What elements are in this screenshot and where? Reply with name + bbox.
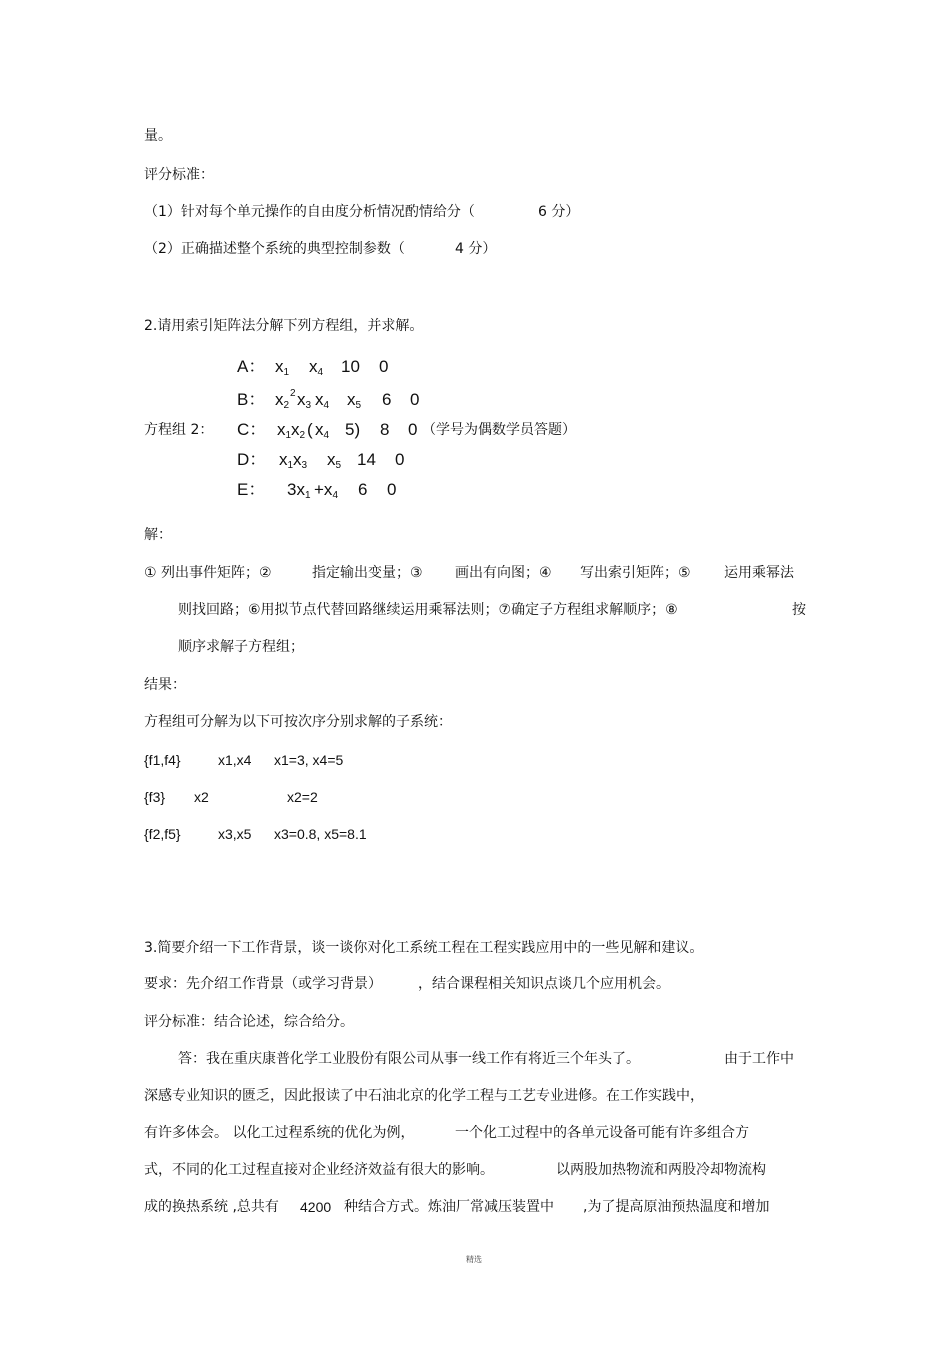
subscript: 3 <box>301 460 308 471</box>
subscript: 4 <box>317 367 324 378</box>
requirement-b: ，结合课程相关知识点谈几个应用机会。 <box>418 976 670 992</box>
steps-line-1c: 画出有向图；④ <box>455 565 552 581</box>
var: x <box>275 357 284 376</box>
var: x <box>275 390 284 409</box>
subscript: 5 <box>335 460 342 471</box>
equation-b-label: B： <box>237 390 266 409</box>
constant: 6 <box>382 390 392 409</box>
zero: 0 <box>387 480 397 499</box>
constant: 14 <box>357 450 376 469</box>
constant: 5) <box>345 420 361 439</box>
subscript: 1 <box>287 460 294 471</box>
equation-d <box>237 450 405 471</box>
answer-line-4a: 式，不同的化工过程直接对企业经济效益有很大的影响。 <box>144 1162 494 1178</box>
steps-line-3: 顺序求解子方程组； <box>178 639 304 655</box>
answer-line-1a: 答：我在重庆康普化学工业股份有限公司从事一线工作有将近三个年头了。 <box>178 1051 640 1067</box>
subsystem-1-values: x1=3, x4=5 <box>274 752 344 768</box>
steps-line-1b: 指定输出变量；③ <box>312 565 423 581</box>
var: +x <box>314 480 333 499</box>
subscript: 1 <box>285 430 292 441</box>
equation-note: （学号为偶数学员答题） <box>422 422 576 438</box>
question-3: 3.简要介绍一下工作背景，谈一谈你对化工系统工程在工程实践应用中的一些见解和建议。 <box>144 940 704 956</box>
equation-b <box>237 388 420 411</box>
subsystem-1-set: {f1,f4} <box>144 752 181 768</box>
answer-line-5d: ,为了提高原油预热温度和增加 <box>583 1199 770 1215</box>
constant: 6 <box>358 480 368 499</box>
subscript: 4 <box>332 490 338 501</box>
question-2: 2.请用索引矩阵法分解下列方程组，并求解。 <box>144 318 424 334</box>
subsystem-2-set: {f3} <box>144 789 166 805</box>
var: x <box>315 390 324 409</box>
equation-d-label: D： <box>237 450 267 469</box>
var: x <box>297 390 306 409</box>
grading-item-2-score: 4 分） <box>455 241 497 257</box>
subsystem-1-vars: x1,x4 <box>218 752 252 768</box>
page-footer: 精选 <box>466 1255 482 1264</box>
answer-line-3a: 有许多体会。 以化工过程系统的优化为例， <box>144 1125 415 1141</box>
grading-item-2: （2）正确描述整个系统的典型控制参数（ <box>144 241 405 257</box>
subscript: 2 <box>299 430 306 441</box>
steps-line-1a: ① 列出事件矩阵；② <box>144 565 272 581</box>
equation-group-label: 方程组 2： <box>144 422 214 438</box>
subsystem-3-set: {f2,f5} <box>144 826 181 842</box>
superscript: 2 <box>290 388 296 399</box>
subsystem-2-vars: x2 <box>194 789 209 805</box>
equation-e <box>237 480 397 501</box>
var: x <box>279 450 288 469</box>
subscript: 1 <box>304 490 311 501</box>
text-line: 量。 <box>144 128 172 144</box>
equation-a-label: A： <box>237 357 266 376</box>
equation-c <box>237 420 418 441</box>
subscript: 4 <box>323 430 330 441</box>
constant: 8 <box>380 420 390 439</box>
answer-line-2: 深感专业知识的匮乏，因此报读了中石油北京的化学工程与工艺专业进修。在工作实践中， <box>144 1088 704 1104</box>
var: x <box>277 420 286 439</box>
var: x <box>315 420 324 439</box>
steps-line-2a: 则找回路；⑥用拟节点代替回路继续运用乘幂法则；⑦确定子方程组求解顺序；⑧ <box>178 602 678 618</box>
answer-line-5-number: 4200 <box>300 1199 332 1215</box>
result-description: 方程组可分解为以下可按次序分别求解的子系统： <box>144 714 452 730</box>
answer-line-5a: 成的换热系统 ,总共有 <box>144 1199 279 1215</box>
answer-line-3b: 一个化工过程中的各单元设备可能有许多组合方 <box>455 1125 749 1141</box>
zero: 0 <box>410 390 420 409</box>
paren: ( <box>307 420 313 439</box>
answer-line-1b: 由于工作中 <box>724 1051 794 1067</box>
result-heading: 结果： <box>144 677 186 693</box>
grading-criteria: 评分标准：结合论述，综合给分。 <box>144 1014 354 1030</box>
var: 3x <box>287 480 305 499</box>
zero: 0 <box>379 357 389 376</box>
subsystem-3-vars: x3,x5 <box>218 826 252 842</box>
answer-line-4b: 以两股加热物流和两股冷却物流构 <box>556 1162 766 1178</box>
constant: 10 <box>341 357 360 376</box>
equation-c-label: C： <box>237 420 267 439</box>
subsystem-3-values: x3=0.8, x5=8.1 <box>274 826 367 842</box>
var: x <box>293 450 302 469</box>
steps-line-1d: 写出索引矩阵；⑤ <box>580 565 691 581</box>
subscript: 1 <box>283 367 290 378</box>
grading-item-1-score: 6 分） <box>538 204 580 220</box>
var: x <box>309 357 318 376</box>
var: x <box>327 450 336 469</box>
subsystem-2-values: x2=2 <box>287 789 318 805</box>
steps-line-1e: 运用乘幂法 <box>724 565 794 581</box>
equation-a <box>237 357 389 378</box>
grading-item-1: （1）针对每个单元操作的自由度分析情况酌情给分（ <box>144 204 475 220</box>
zero: 0 <box>408 420 418 439</box>
equation-e-label: E： <box>237 480 266 499</box>
requirement-a: 要求：先介绍工作背景（或学习背景） <box>144 976 382 992</box>
grading-heading: 评分标准： <box>144 167 214 183</box>
var: x <box>291 420 300 439</box>
subscript: 5 <box>355 400 362 411</box>
solution-heading: 解： <box>144 527 172 543</box>
answer-line-5c: 种结合方式。炼油厂常减压装置中 <box>344 1199 554 1215</box>
var: x <box>347 390 356 409</box>
subscript: 4 <box>323 400 330 411</box>
subscript: 2 <box>283 400 290 411</box>
subscript: 3 <box>305 400 312 411</box>
zero: 0 <box>395 450 405 469</box>
steps-line-2b: 按 <box>792 602 806 618</box>
